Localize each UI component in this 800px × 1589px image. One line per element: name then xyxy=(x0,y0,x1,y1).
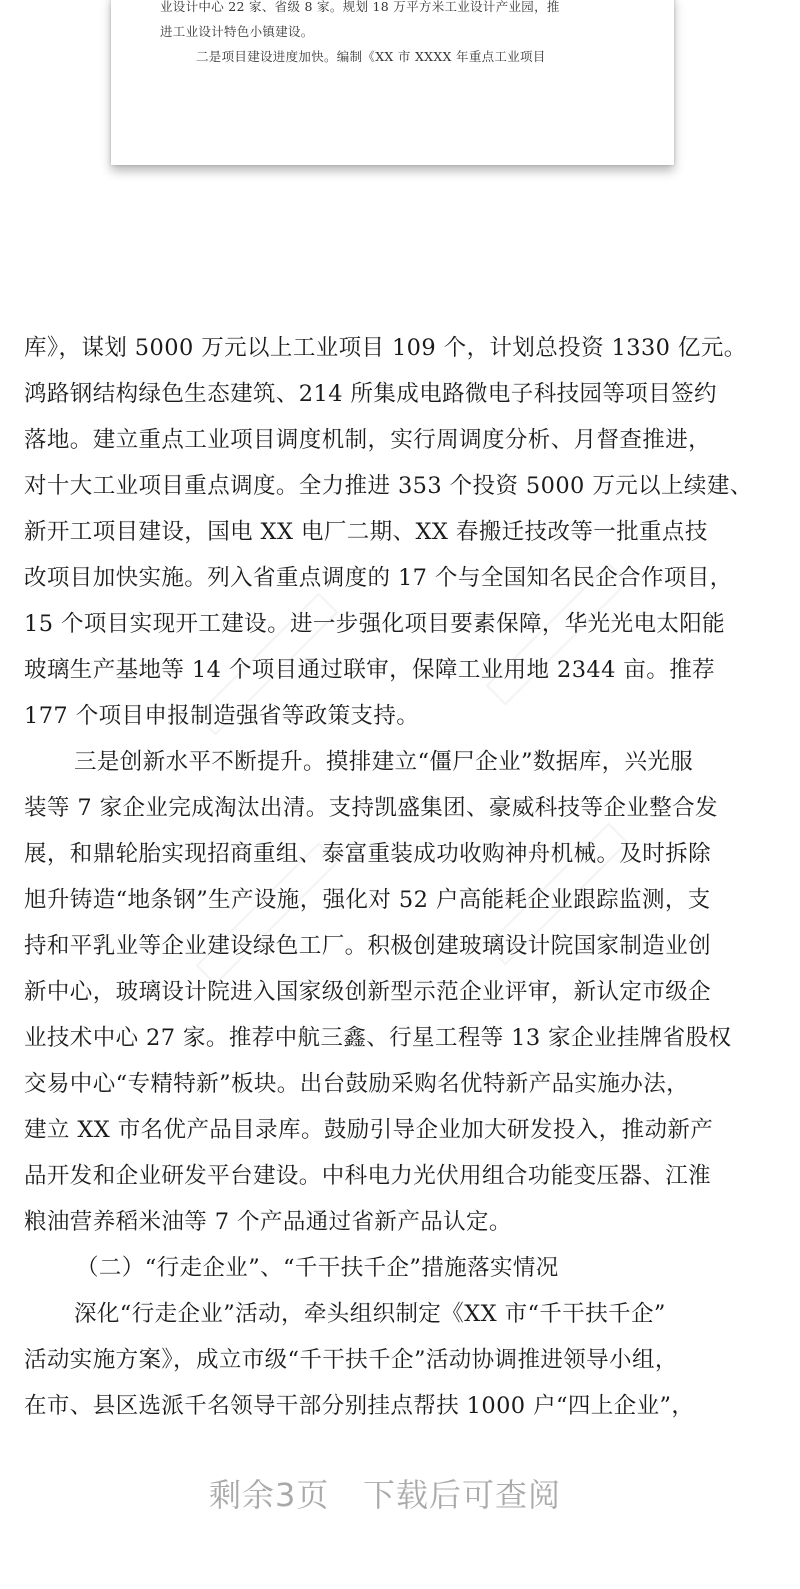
text-line: 15 个项目实现开工建设。进一步强化项目要素保障，华光光电太阳能 xyxy=(24,611,726,637)
text-line: 交易中心“专精特新”板块。出台鼓励采购名优特新产品实施办法， xyxy=(24,1071,690,1097)
text-line: 品开发和企业研发平台建设。中科电力光伏用组合功能变压器、江淮 xyxy=(24,1163,712,1189)
text-line: 新开工项目建设，国电 XX 电厂二期、XX 春搬迁技改等一批重点技 xyxy=(24,519,708,545)
paragraph-start: 三是创新水平不断提升。摸排建立“僵尸企业”数据库，兴光服 xyxy=(74,749,694,775)
text-line: 在市、县区选派千名领导干部分别挂点帮扶 1000 户“四上企业”， xyxy=(24,1393,695,1419)
text-line: 装等 7 家企业完成淘汰出清。支持凯盛集团、豪威科技等企业整合发 xyxy=(24,795,718,821)
download-to-view-text: 下载后可查阅 xyxy=(362,1476,561,1514)
preview-line: 进工业设计特色小镇建设。 xyxy=(160,24,314,39)
preview-line: 二是项目建设进度加快。编制《XX 市 XXXX 年重点工业项目 xyxy=(196,49,546,64)
text-line: 活动实施方案》，成立市级“千干扶千企”活动协调推进领导小组， xyxy=(24,1347,678,1373)
text-line: 新中心，玻璃设计院进入国家级创新型示范企业评审，新认定市级企 xyxy=(24,979,712,1005)
preview-line: 业设计中心 22 家、省级 8 家。规划 18 万平方米工业设计产业园，推 xyxy=(160,0,560,14)
text-line: 落地。建立重点工业项目调度机制，实行周调度分析、月督查推进， xyxy=(24,427,712,453)
text-line: 对十大工业项目重点调度。全力推进 353 个投资 5000 万元以上续建、 xyxy=(24,473,753,499)
text-line: 展，和鼎轮胎实现招商重组、泰富重装成功收购神舟机械。及时拆除 xyxy=(24,841,712,867)
remaining-pages-text: 剩余3页 xyxy=(209,1476,330,1514)
download-prompt[interactable] xyxy=(0,1470,770,1516)
document-preview-card xyxy=(111,0,674,165)
text-line: 粮油营养稻米油等 7 个产品通过省新产品认定。 xyxy=(24,1209,512,1235)
text-line: 改项目加快实施。列入省重点调度的 17 个与全国知名民企合作项目， xyxy=(24,565,733,591)
text-line: 业技术中心 27 家。推荐中航三鑫、行星工程等 13 家企业挂牌省股权 xyxy=(24,1025,732,1051)
paragraph-start: 深化“行走企业”活动，牵头组织制定《XX 市“千干扶千企” xyxy=(74,1301,666,1327)
text-line: 库》，谋划 5000 万元以上工业项目 109 个，计划总投资 1330 亿元。 xyxy=(24,335,747,361)
text-line: 177 个项目申报制造强省等政策支持。 xyxy=(24,703,420,729)
text-line: 玻璃生产基地等 14 个项目通过联审，保障工业用地 2344 亩。推荐 xyxy=(24,657,716,683)
text-line: 鸿路钢结构绿色生态建筑、214 所集成电路微电子科技园等项目签约 xyxy=(24,381,717,407)
text-line: 旭升铸造“地条钢”生产设施，强化对 52 户高能耗企业跟踪监测，支 xyxy=(24,887,711,913)
text-line: 持和平乳业等企业建设绿色工厂。积极创建玻璃设计院国家制造业创 xyxy=(24,933,712,959)
section-heading: （二）“行走企业”、“千干扶千企”措施落实情况 xyxy=(76,1255,559,1281)
text-line: 建立 XX 市名优产品目录库。鼓励引导企业加大研发投入，推动新产 xyxy=(24,1117,714,1143)
